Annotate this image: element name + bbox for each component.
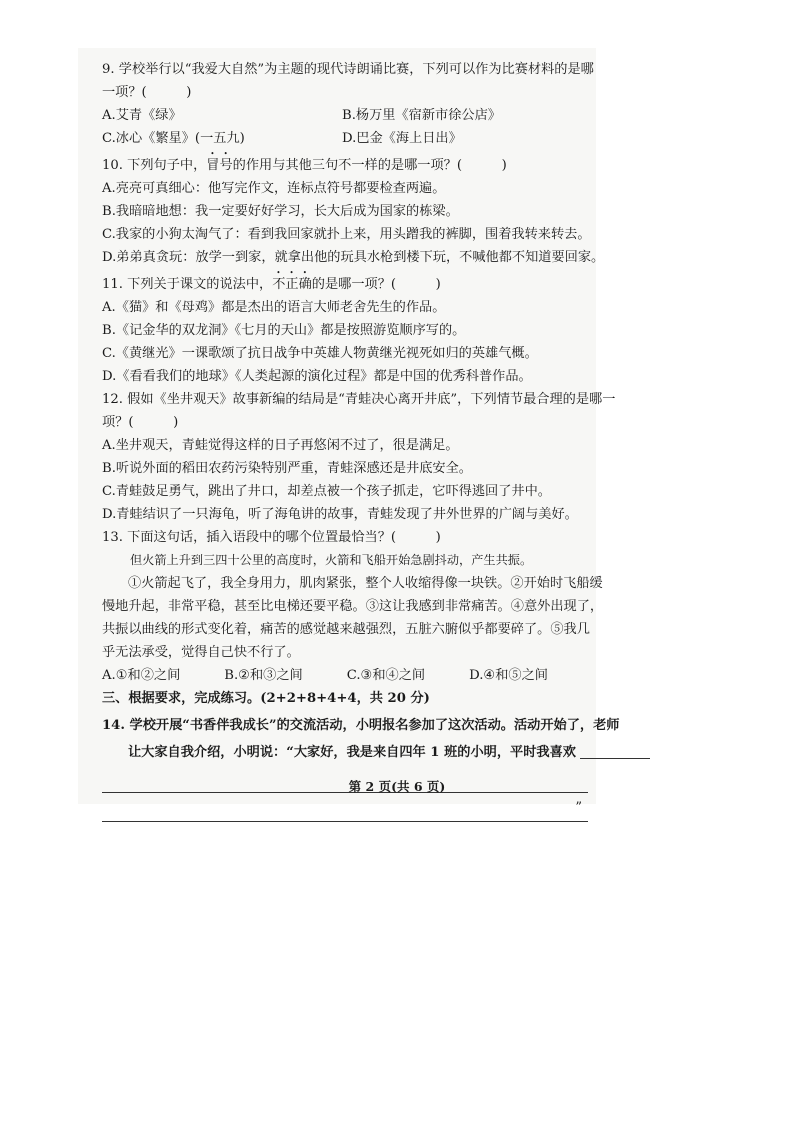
section-3-heading: 三、根据要求，完成练习。(2+2+8+4+4，共 20 分) (102, 691, 430, 706)
q12-option-a[interactable]: A.坐井观天，青蛙觉得这样的日子再悠闲不过了，很是满足。 (102, 438, 459, 453)
q11-option-c[interactable]: C.《黄继光》一课歌颂了抗日战争中英雄人物黄继光视死如归的英雄气概。 (102, 346, 538, 361)
q10-stem-emphasis: 冒号 (206, 158, 233, 173)
q9-options (102, 104, 588, 150)
q14-answer-line-2[interactable] (102, 799, 588, 822)
q13-para-line2: 慢地升起，非常平稳，甚至比电梯还要平稳。③这让我感到非常痛苦。④意外出现了， (102, 599, 604, 614)
q13-option-b[interactable]: B.②和③之间 (224, 668, 303, 683)
q13-para-line4: 乎无法承受，觉得自己快不行了。 (102, 645, 300, 660)
q13-option-d[interactable]: D.④和⑤之间 (469, 668, 548, 683)
q11-stem-emphasis: 不正确 (272, 277, 312, 292)
q13-option-a[interactable]: A.①和②之间 (102, 668, 181, 683)
q12-option-b[interactable]: B.听说外面的稻田农药污染特别严重，青蛙深感还是井底安全。 (102, 461, 472, 476)
q14-stem-line2 (102, 741, 588, 764)
exam-content (102, 58, 620, 822)
q12-stem-line1: 12. 假如《坐井观天》故事新编的结局是“青蛙决心离开井底”，下列情节最合理的是哪一 (102, 392, 616, 407)
question-10 (102, 150, 605, 269)
question-13 (102, 526, 604, 687)
q14-closing-quote: ” (575, 800, 582, 815)
q10-option-c[interactable]: C.我家的小狗太淘气了：看到我回家就扑上来，用头蹭我的裤脚，围着我转来转去。 (102, 227, 591, 242)
q11-option-b[interactable]: B.《记金华的双龙洞》《七月的天山》都是按照游览顺序写的。 (102, 323, 466, 338)
q11-option-a[interactable]: A.《猫》和《母鸡》都是杰出的语言大师老舍先生的作品。 (102, 300, 446, 315)
q9-option-a[interactable]: A.艾青《绿》 (102, 108, 182, 123)
q14-answer-blank-inline[interactable] (580, 744, 650, 759)
page-footer: 第 2 页(共 6 页) (348, 779, 446, 794)
q10-option-d[interactable]: D.弟弟真贪玩：放学一到家，就拿出他的玩具水枪到楼下玩，不喊他都不知道要回家。 (102, 250, 605, 265)
q10-stem-part1: 10. 下列句子中， (102, 158, 207, 173)
q13-stem: 13. 下面这句话，插入语段中的哪个位置最恰当？( ) (102, 530, 441, 545)
q9-option-b[interactable]: B.杨万里《宿新市徐公店》 (342, 108, 501, 123)
q11-option-d[interactable]: D.《看看我们的地球》《人类起源的演化过程》都是中国的优秀科普作品。 (102, 369, 532, 384)
question-11 (102, 269, 588, 388)
q11-stem-part2: 的是哪一项？( ) (311, 277, 441, 292)
q12-stem-line2: 项？( ) (102, 415, 179, 430)
q10-stem (102, 150, 588, 177)
q13-options (102, 664, 588, 687)
q12-option-d[interactable]: D.青蛙结识了一只海龟，听了海龟讲的故事，青蛙发现了井外世界的广阔与美好。 (102, 507, 578, 522)
q11-stem-part1: 11. 下列关于课文的说法中， (102, 277, 273, 292)
q9-option-c[interactable]: C.冰心《繁星》(一五九) (102, 131, 245, 146)
question-14 (102, 714, 620, 822)
q13-para-line1: ①火箭起飞了，我全身用力，肌肉紧张，整个人收缩得像一块铁。②开始时飞船缓 (128, 576, 603, 591)
question-9 (102, 58, 594, 150)
q13-option-c[interactable]: C.③和④之间 (346, 668, 426, 683)
q10-option-a[interactable]: A.亮亮可真细心：他写完作文，连标点符号都要检查两遍。 (102, 181, 446, 196)
q9-option-d[interactable]: D.巴金《海上日出》 (342, 131, 462, 146)
q13-quote: 但火箭上升到三四十公里的高度时，火箭和飞船开始急剧抖动，产生共振。 (130, 553, 533, 567)
q9-stem-line1: 9. 学校举行以“我爱大自然”为主题的现代诗朗诵比赛，下列可以作为比赛材料的是哪 (102, 62, 594, 77)
question-12 (102, 388, 616, 526)
q14-stem-text: 让大家自我介绍，小明说：“大家好，我是来自四年 1 班的小明，平时我喜欢 (128, 745, 576, 760)
q14-stem-line1: 14. 学校开展“书香伴我成长”的交流活动，小明报名参加了这次活动。活动开始了，老师 (102, 718, 620, 733)
q10-stem-part2: 的作用与其他三句不一样的是哪一项？( ) (232, 158, 507, 173)
q13-para-line3: 共振以曲线的形式变化着，痛苦的感觉越来越强烈，五脏六腑似乎都要碎了。⑤我几 (102, 622, 590, 637)
q10-option-b[interactable]: B.我暗暗地想：我一定要好好学习，长大后成为国家的栋梁。 (102, 204, 459, 219)
q9-stem-line2: 一项？( ) (102, 85, 192, 100)
q12-option-c[interactable]: C.青蛙鼓足勇气，跳出了井口，却差点被一个孩子抓走，它吓得逃回了井中。 (102, 484, 551, 499)
q11-stem (102, 269, 588, 296)
